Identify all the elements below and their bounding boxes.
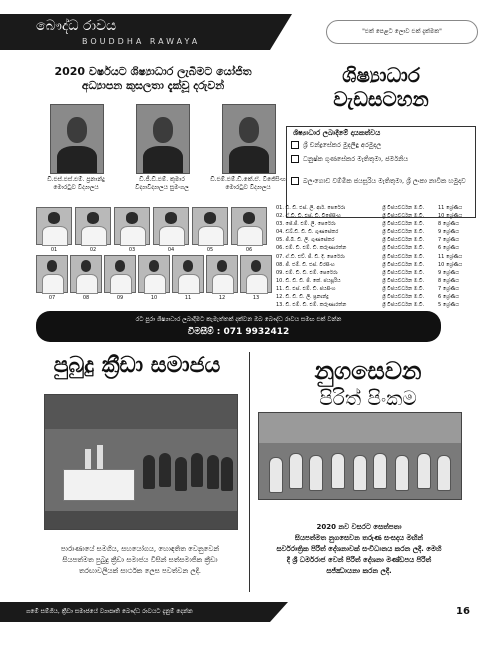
donor-text: බලංගොඩ වම්මික ජයසූරිය මැතිතුමා, ශ්‍රී ලංකා නාවික හමුදාව: [303, 177, 466, 185]
photo-number: 01: [50, 247, 58, 253]
pirith-photo: [258, 412, 462, 500]
donors-title: ශිෂ්‍යාධාර ලබාදීමේ දායකත්වය: [293, 129, 381, 137]
student-list-entry: ශ්‍රී විජයවර්ධන ම.වි.: [382, 302, 425, 309]
pirith-title-line1: නුගසෙවන: [314, 356, 422, 385]
notice-text: රට පුරා ශිෂ්‍යාධාර ලබාදීමට කැමැත්තක් දක්වන ඔබ බෞද්ධ රාවය සමඟ එක් වන්න: [135, 316, 342, 323]
student-list-entry: 11 ශ්‍රේණිය: [438, 253, 463, 260]
student-list-entry: ශ්‍රී විජයවර්ධන ම.වි.: [382, 229, 425, 236]
caption-line: ඩී.එම්.එම්.ඩී.කේ.ඒ. විජේසිංහ: [210, 176, 286, 183]
student-photo: [138, 255, 170, 301]
photo-number: 02: [89, 247, 97, 253]
photo-number: 12: [218, 295, 226, 301]
student-list-entry: 10 ශ්‍රේණිය: [438, 213, 463, 220]
pirith-body: [256, 522, 462, 577]
student-list-entry: 5 ශ්‍රේණිය: [438, 302, 459, 309]
student-photo: [153, 207, 189, 253]
student-list-entry: 05. ජී.බී. ඩී. ලී. ගුණසේකර: [276, 237, 335, 244]
student-photo: [240, 255, 272, 301]
person: [353, 455, 367, 491]
student-list-entry: ශ්‍රී විජයවර්ධන ම.වි.: [382, 261, 425, 268]
student-caption: [196, 176, 300, 192]
caption-line: විද්‍යාවිද්‍යාලය සුමංගල: [135, 184, 189, 191]
donor-text: ශ්‍රී චන්ද්‍රසේකර මුදලිඳු අරමුදල: [303, 141, 382, 149]
student-list-entry: 10 ශ්‍රේණිය: [438, 261, 463, 268]
student-photo: [231, 207, 267, 253]
student-list-entry: 07. ඒ.ඩී. එච්. ජී. ඩී. දී. පෙරේරා: [276, 253, 345, 260]
person: [269, 457, 283, 493]
student-names-column: [276, 204, 380, 309]
sports-title: පුබුදු ක්‍රීඩා සමාජය: [53, 352, 221, 378]
trophy: [85, 449, 91, 469]
student-list-entry: 8 ශ්‍රේණිය: [438, 221, 459, 228]
student-list-entry: 08. ජී. එම්. ඩී. එස්. වීරසිංහ: [276, 261, 335, 268]
student-photo: [114, 207, 150, 253]
pirith-title-line2: පිරිත් පිංකම: [319, 386, 417, 410]
person: [309, 455, 323, 491]
person: [289, 453, 303, 489]
person: [373, 453, 387, 489]
student-list-entry: 06. එම්. ඩී. එම්. ඩී. කරුණාරත්න: [276, 245, 347, 252]
body-line: පාරාණායේ සමගිය, සහයෝගය, හොඳතිත වෙනුවෙන්: [60, 545, 220, 553]
body-line: සියපත්මත පුබුදු ක්‍රීඩා සමාජය විසින් සත්සමාජික ක්‍රීඩා: [62, 556, 218, 564]
person: [417, 453, 431, 489]
photo-number: 04: [167, 247, 175, 253]
student-list-entry: 7 ශ්‍රේණිය: [438, 285, 459, 292]
notice-contact: විමසීම් : 071 9932412: [187, 327, 290, 337]
tent-canopy: [45, 395, 237, 429]
body-line: සජ්ඣායනා කරන ලදී.: [326, 567, 392, 575]
student-portrait: [136, 104, 190, 174]
student-list-entry: ශ්‍රී විජයවර්ධන ම.වි.: [382, 294, 425, 301]
student-schools-column: [382, 204, 436, 309]
student-photo: [36, 255, 68, 301]
award-title: [286, 63, 476, 111]
student-list-entry: 9 ශ්‍රේණිය: [438, 269, 459, 276]
caption-line: මොරටුව විද්‍යාලය: [53, 184, 99, 191]
award-title-line1: ශිෂ්‍යාධාර: [342, 63, 420, 87]
person: [395, 455, 409, 491]
student-list-entry: 09. එම්. ඩී. ඩී. එම්. පෙරේරා: [276, 269, 338, 276]
student-photo-grid: [36, 207, 272, 301]
student-list-entry: ශ්‍රී විජයවර්ධන ම.වි.: [382, 253, 425, 260]
column-divider: [249, 352, 250, 592]
student-photo: [104, 255, 136, 301]
donor-item: [291, 155, 469, 163]
student-list-entry: 03. ජේ.ජී. එම්. ලී. පෙරේරා: [276, 221, 336, 228]
student-list-entry: ශ්‍රී විජයවර්ධන ම.වි.: [382, 277, 425, 284]
body-line: දී ශ්‍රී ධර්මරාජ වෙන් පිරිත් දේශනා මණ්ඩපය පිරිත්: [286, 556, 432, 564]
student-list-entry: ශ්‍රී විජයවර්ධන ම.වි.: [382, 285, 425, 292]
photo-number: 08: [82, 295, 90, 301]
student-list-entry: 13. ඩී. එම්. ඩී. එම්. කරුණාරත්න: [276, 302, 347, 309]
student-list-entry: 12. ඩී. ඩී. ඩී. ලී. ප්‍රනාන්දු: [276, 294, 329, 301]
student-portrait: [222, 104, 276, 174]
student-portrait: [50, 104, 104, 174]
ground: [45, 511, 237, 529]
student-list-entry: 01. ඩී. ඩී. එස්. ලී. ආර්. පෙරේරා: [276, 205, 346, 211]
scholarship-headline-2: අධ්‍යාපන කුසලතා දැක්වූ දරුවන්: [81, 79, 225, 92]
student-grades-column: [438, 204, 478, 309]
student-photo: [70, 255, 102, 301]
student-list-entry: 9 ශ්‍රේණිය: [438, 229, 459, 236]
photo-number: 13: [252, 295, 260, 301]
trophy-table: [63, 469, 135, 501]
student-list-entry: 10. ඩී. ඩී. ඩී. ජී. කේ. ජයසූරිය: [276, 277, 341, 284]
student-photo: [206, 255, 238, 301]
photo-number: 07: [48, 295, 56, 301]
page-header: [0, 0, 498, 56]
magazine-subtitle: BOUDDHA RAWAYA: [82, 37, 201, 46]
person: [207, 455, 219, 489]
award-title-line2: වැඩසටහන: [333, 87, 429, 111]
donor-item: [291, 141, 381, 149]
student-list-entry: 8 ශ්‍රේණිය: [438, 277, 459, 284]
person: [191, 453, 203, 487]
magazine-name: බෞද්ධ රාවය: [36, 18, 117, 34]
person: [331, 453, 345, 489]
student-list-entry: ශ්‍රී විජයවර්ධන ම.වි.: [382, 237, 425, 244]
photo-number: 05: [206, 247, 214, 253]
caption-line: ඩී.ජී.ඩී.එම්. කුමාර: [139, 176, 185, 183]
footer-text: ගමේ සම්ගිය, ක්‍රීඩා සමාජයේ ව්‍යාපෘති බෞද්ධ රාවයට දැනුම් දෙන්න: [26, 608, 193, 615]
student-caption: [30, 176, 122, 192]
student-photo: [172, 255, 204, 301]
sponsorship-notice: [36, 311, 441, 342]
student-caption: [116, 176, 208, 192]
sports-body: [36, 544, 244, 577]
background-trees: [259, 413, 461, 443]
person: [437, 455, 451, 491]
student-list-entry: ශ්‍රී විජයවර්ධන ම.වි.: [382, 205, 425, 211]
student-list-entry: 7 ශ්‍රේණිය: [438, 237, 459, 244]
person: [159, 453, 171, 487]
photo-number: 10: [150, 295, 158, 301]
person: [175, 457, 187, 491]
body-line: 2020 නව වසරට සෙත්පතා: [316, 523, 402, 531]
body-line: සියපත්මත නුගසෙවන තරුණ සංසදය මඟින්: [294, 534, 424, 542]
student-photo: [192, 207, 228, 253]
student-list-entry: ශ්‍රී විජයවර්ධන ම.වි.: [382, 269, 425, 276]
donor-text: ධනුෂ්ක ගුණසේකර මැතිතුමා, ජර්මනිය: [303, 155, 409, 163]
student-list-entry: 11 ශ්‍රේණිය: [438, 205, 463, 211]
slogan: "එක් පෙළට ලොව එක් දැක්මක": [326, 20, 478, 44]
sports-photo: [44, 394, 238, 530]
student-list-entry: 6 ශ්‍රේණිය: [438, 294, 459, 301]
student-list-entry: ශ්‍රී විජයවර්ධන ම.වි.: [382, 213, 425, 220]
caption-line: ඩී.එස්.එස්.එම්. ප්‍රනාන්දු: [47, 176, 105, 183]
student-list-entry: 04. ඩබ්.ඩී. ඩී. ඩී. ගුණසේකර: [276, 229, 339, 236]
photo-number: 03: [128, 247, 136, 253]
person: [221, 457, 233, 491]
student-list-entry: ශ්‍රී විජයවර්ධන ම.වි.: [382, 245, 425, 252]
student-list-entry: ශ්‍රී විජයවර්ධන ම.වි.: [382, 221, 425, 228]
photo-number: 09: [116, 295, 124, 301]
photo-number: 06: [245, 247, 253, 253]
body-line: සර්වරාත්‍රික පිරිත් දේශනාවක් සංවිධානය කරන ලදී. මෙහි: [276, 545, 442, 553]
student-photo: [75, 207, 111, 253]
student-list-entry: 11. ඩී. එස්. එම්. ඩී. ජයසිංහ: [276, 285, 336, 292]
trophy: [97, 445, 103, 469]
student-photo: [36, 207, 72, 253]
student-list-entry: 6 ශ්‍රේණිය: [438, 245, 459, 252]
photo-number: 11: [184, 295, 192, 301]
person: [143, 455, 155, 489]
caption-line: මොරටුව විද්‍යාලය: [225, 184, 271, 191]
body-line: තරඟාවලියක් සාර්ථක ලෙස පවත්වන ලදී.: [78, 567, 202, 575]
student-list-entry: 02. ඒ.ඩී. ඩී. එස්. ඩී. විජේසිංහ: [276, 213, 341, 220]
donor-item: [291, 177, 469, 185]
page-number: 16: [456, 606, 470, 617]
scholarship-headline-1: 2020 වර්ෂයට ශිෂ්‍යාධාර ලැබීමට යෝජිත: [54, 65, 252, 78]
